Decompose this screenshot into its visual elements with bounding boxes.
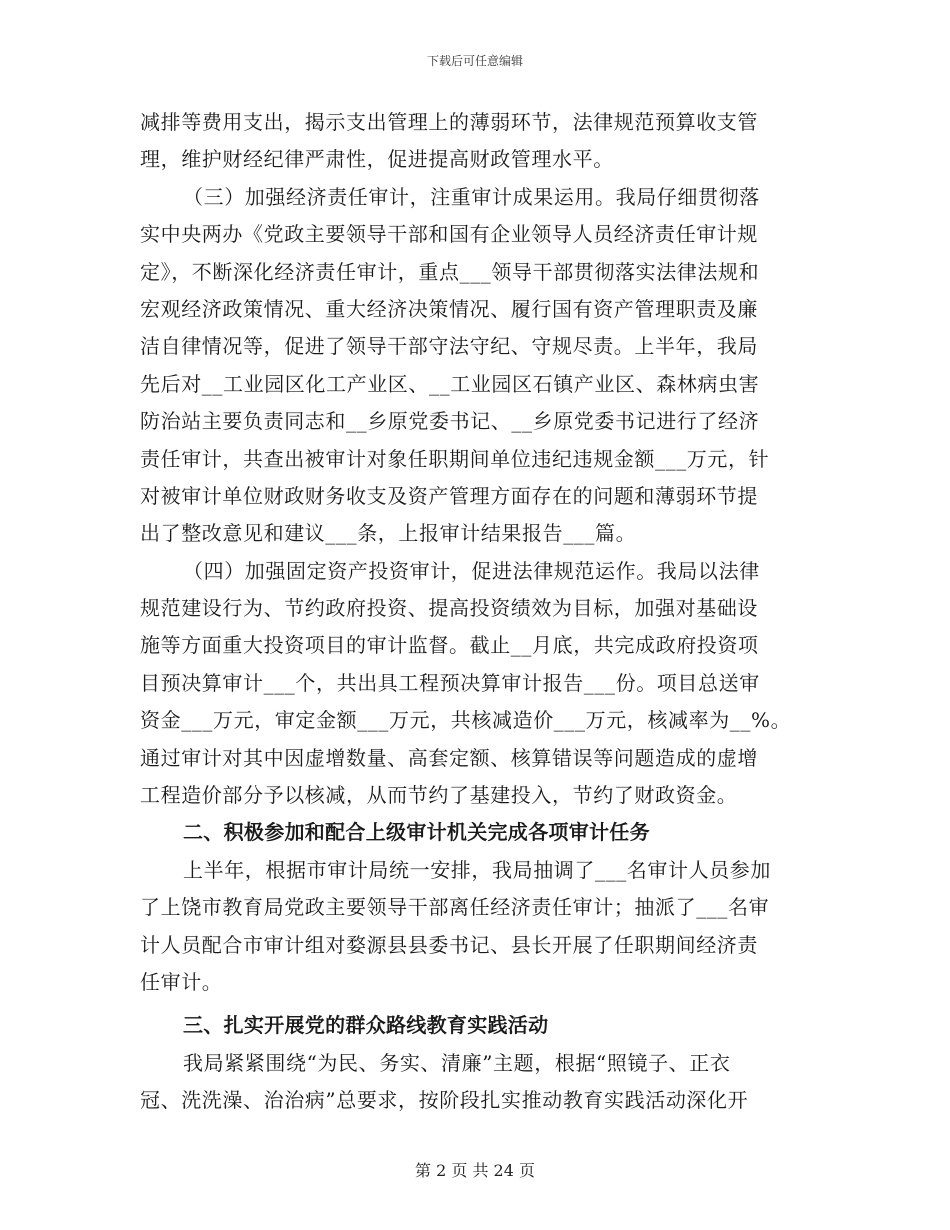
section-4-lead: （四）加强固定资产投资审计，促进法律规范运作。我局以法律 <box>183 558 760 583</box>
paragraph-line: 宏观经济政策情况、重大经济决策情况、履行国有资产管理职责及廉 <box>140 296 758 321</box>
page-number: 第 2 页 共 24 页 <box>415 1161 535 1180</box>
paragraph-line: 实中央两办《党政主要领导干部和国有企业领导人员经济责任审计规 <box>140 222 758 247</box>
paragraph-line: 通过审计对其中因虚增数量、高套定额、核算错误等问题造成的虚增 <box>140 745 758 770</box>
heading-section-2: 二、积极参加和配合上级审计机关完成各项审计任务 <box>183 820 650 845</box>
paragraph-line: 出了整改意见和建议___条，上报审计结果报告___篇。 <box>140 521 637 546</box>
paragraph-line: 对被审计单位财政财务收支及资产管理方面存在的问题和薄弱环节提 <box>140 483 758 508</box>
paragraph-line: 责任审计，共查出被审计对象任职期间单位违纪违规金额___万元，针 <box>140 446 770 471</box>
paragraph-line: 任审计。 <box>140 969 223 994</box>
paragraph-line: 防治站主要负责同志和__乡原党委书记、__乡原党委书记进行了经济 <box>140 409 760 434</box>
page-header-note: 下载后可任意编辑 <box>426 54 523 68</box>
paragraph-line: 减排等费用支出，揭示支出管理上的薄弱环节，法律规范预算收支管 <box>140 110 758 134</box>
paragraph-line: 上半年，根据市审计局统一安排，我局抽调了___名审计人员参加 <box>183 857 771 882</box>
paragraph-line: 了上饶市教育局党政主要领导干部离任经济责任审计；抽派了___名审 <box>140 895 770 920</box>
paragraph-line: 先后对__工业园区化工产业区、__工业园区石镇产业区、森林病虫害 <box>140 371 760 396</box>
paragraph-line: 规范建设行为、节约政府投资、提高投资绩效为目标，加强对基础设 <box>140 596 758 621</box>
paragraph-line: 洁自律情况等，促进了领导干部守法守纪、守规尽责。上半年，我局 <box>140 334 758 359</box>
paragraph-line: 理，维护财经纪律严肃性，促进提高财政管理水平。 <box>140 147 614 172</box>
section-3-lead: （三）加强经济责任审计，注重审计成果运用。我局仔细贯彻落 <box>183 184 760 209</box>
paragraph-line: 施等方面重大投资项目的审计监督。截止__月底，共完成政府投资项 <box>140 633 759 658</box>
paragraph-line: 工程造价部分予以核减，从而节约了基建投入，节约了财政资金。 <box>140 783 738 808</box>
document-body <box>140 104 810 1120</box>
paragraph-line: 冠、洗洗澡、治治病”总要求，按阶段扎实推动教育实践活动深化开 <box>140 1088 749 1113</box>
paragraph-line: 目预决算审计___个，共出具工程预决算审计报告___份。项目总送审 <box>140 670 760 695</box>
paragraph-line: 我局紧紧围绕“为民、务实、清廉”主题，根据“照镜子、正衣 <box>183 1050 731 1075</box>
paragraph-line: 计人员配合市审计组对婺源县县委书记、县长开展了任职期间经济责 <box>140 932 758 957</box>
heading-section-3: 三、扎实开展党的群众路线教育实践活动 <box>183 1013 549 1038</box>
paragraph-line: 资金___万元，审定金额___万元，共核减造价___万元，核减率为__%。 <box>140 708 792 733</box>
paragraph-line: 定》，不断深化经济责任审计，重点___领导干部贯彻落实法律法规和 <box>140 259 760 284</box>
